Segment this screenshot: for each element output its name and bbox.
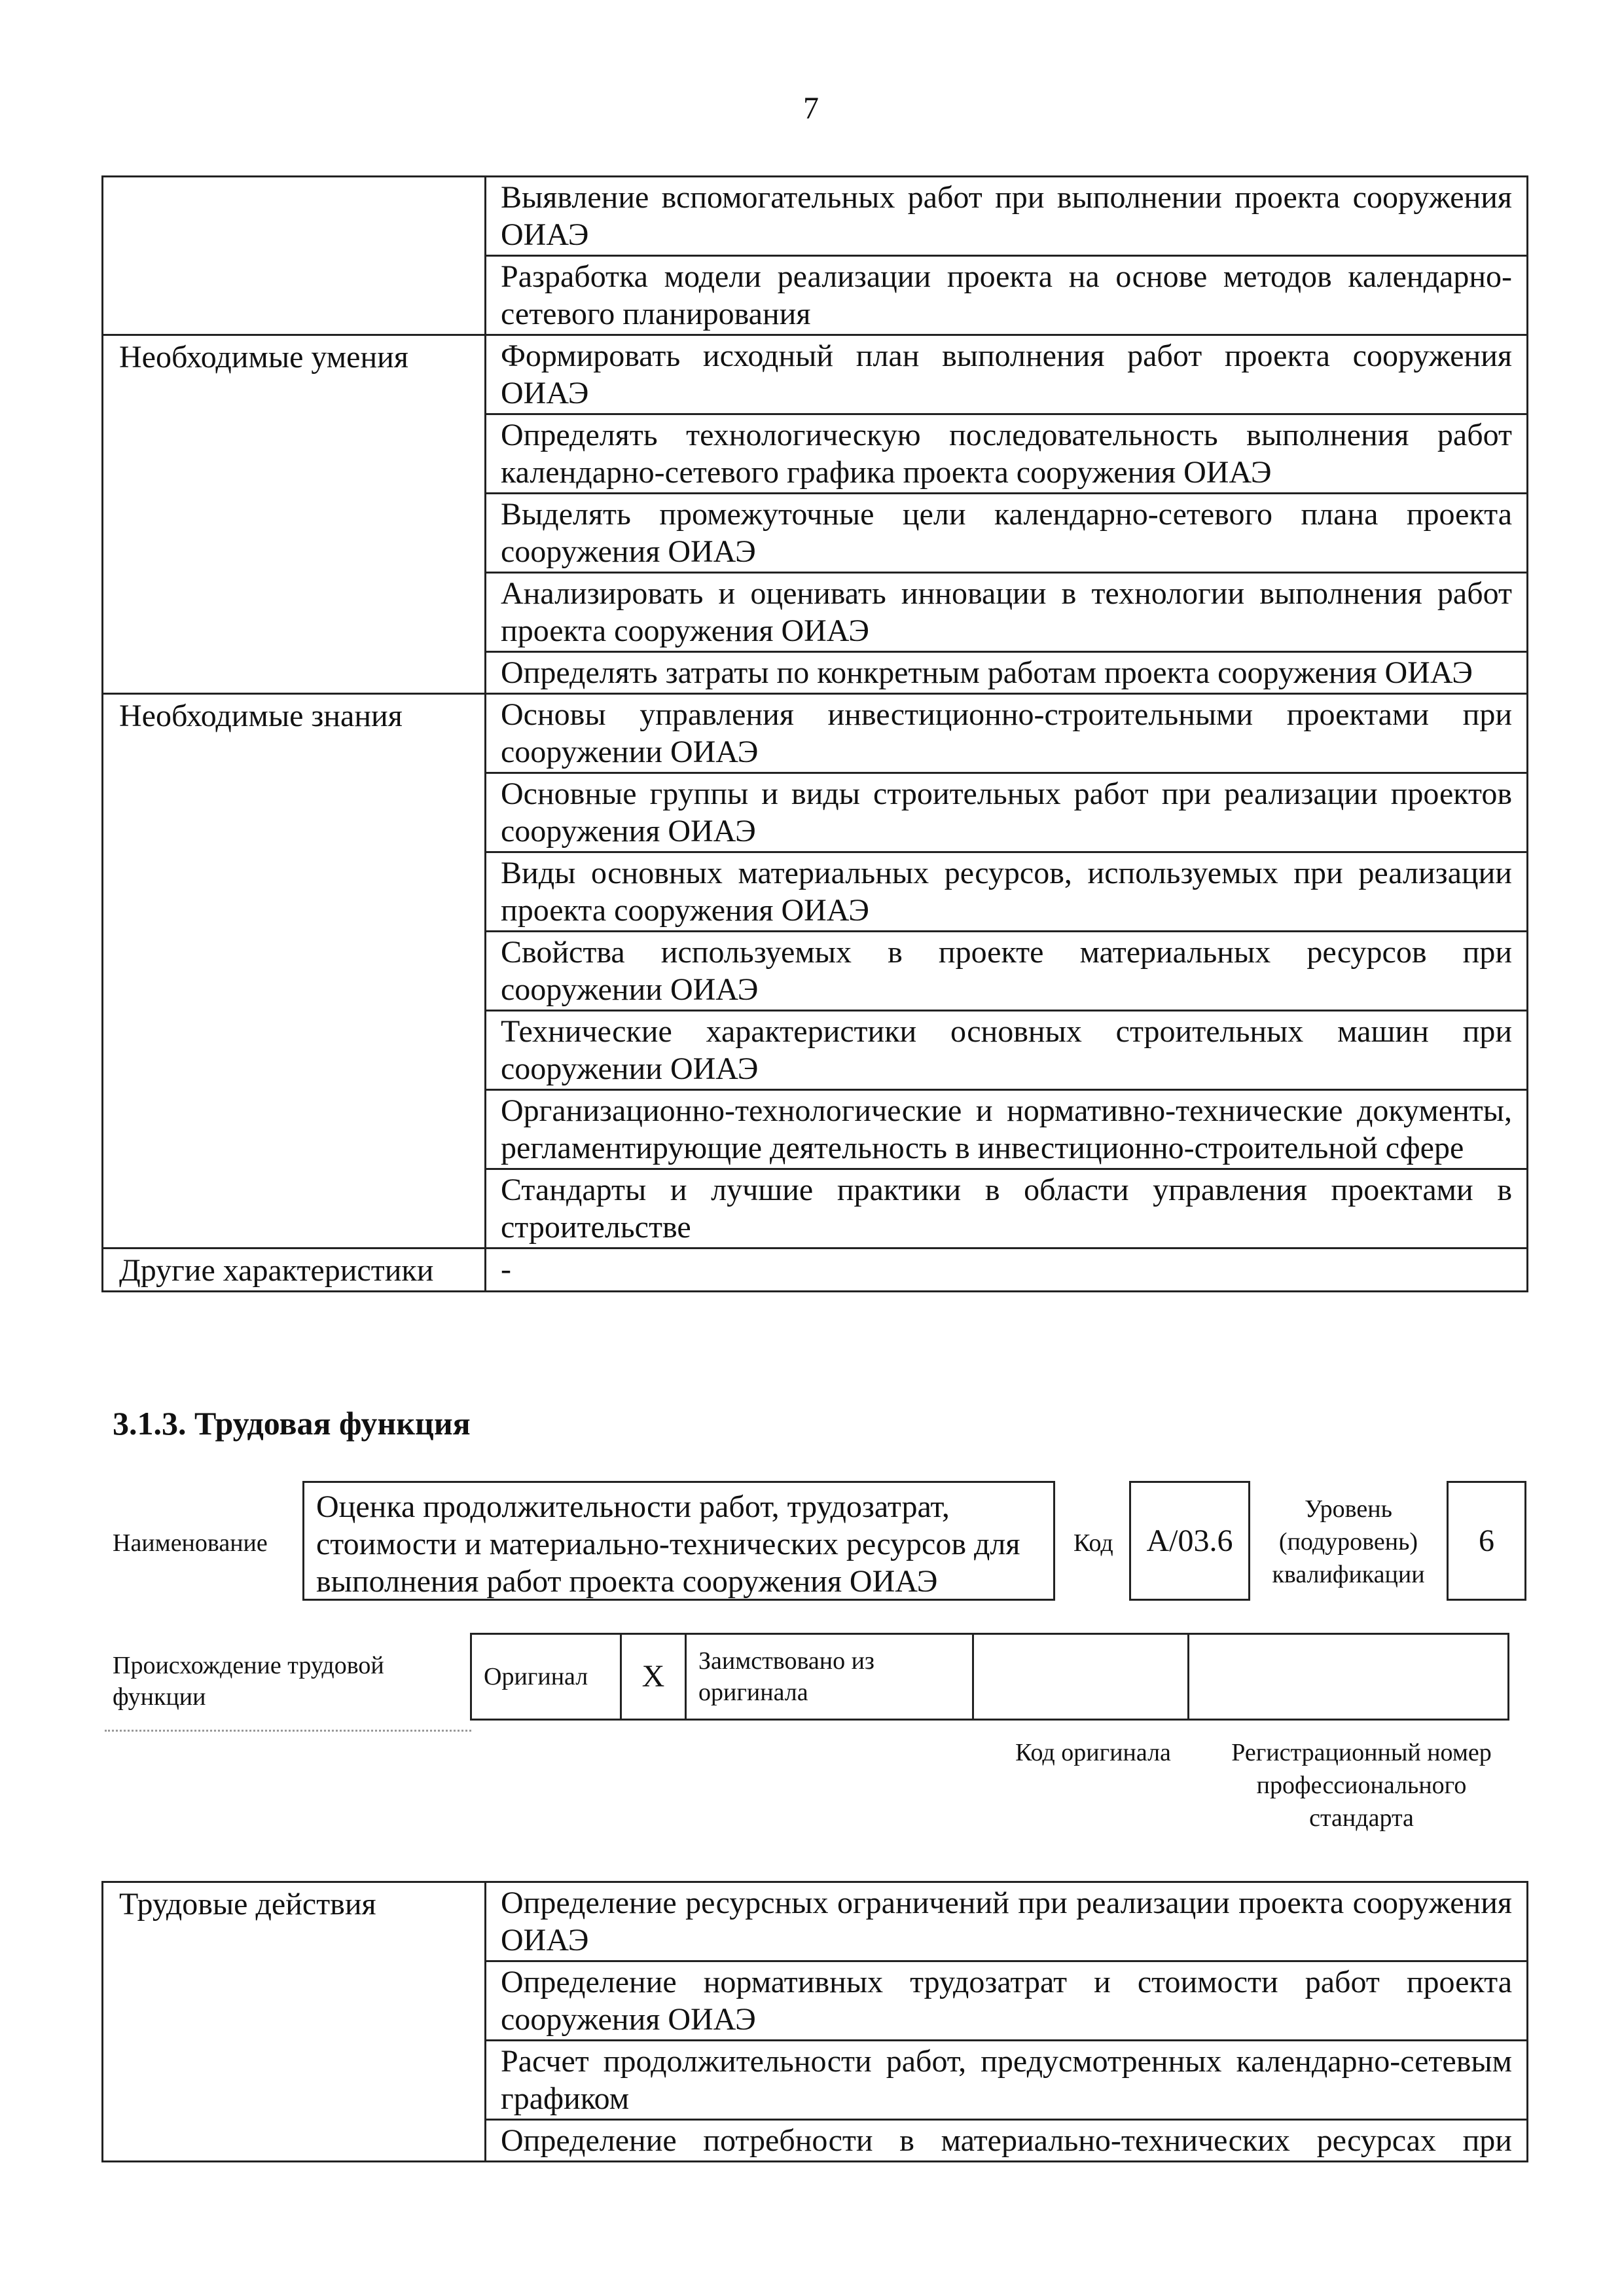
function-name-box: Оценка продолжительности работ, трудозатрат, стоимости и материально-технических ресурсов для выполнения работ проекта сооружения ОИАЭ bbox=[302, 1481, 1055, 1601]
row-label bbox=[103, 1961, 486, 2041]
table-row bbox=[103, 852, 1528, 932]
row-item: Определение нормативных трудозатрат и стоимости работ проекта сооружения ОИАЭ bbox=[486, 1961, 1528, 2041]
original-code-caption: Код оригинала bbox=[1015, 1739, 1171, 1766]
row-item: Определять затраты по конкретным работам проекта сооружения ОИАЭ bbox=[486, 652, 1528, 694]
code-label: Код bbox=[1073, 1529, 1113, 1557]
row-item: Определение ресурсных ограничений при реализации проекта сооружения ОИАЭ bbox=[486, 1882, 1528, 1961]
row-label: Необходимые умения bbox=[103, 335, 486, 414]
row-item: Выявление вспомогательных работ при выполнении проекта сооружения ОИАЭ bbox=[486, 177, 1528, 256]
row-label bbox=[103, 177, 486, 256]
skills-knowledge-table bbox=[101, 175, 1528, 1292]
row-label bbox=[103, 2120, 486, 2162]
registration-number-cell bbox=[1189, 1634, 1509, 1720]
divider bbox=[105, 1730, 471, 1732]
row-item: Разработка модели реализации проекта на основе методов календарно-сетевого планирования bbox=[486, 256, 1528, 335]
row-item: Определение потребности в материально-технических ресурсах при bbox=[486, 2120, 1528, 2162]
page-number: 7 bbox=[803, 91, 819, 126]
table-row bbox=[103, 694, 1528, 773]
name-label: Наименование bbox=[113, 1529, 268, 1557]
row-item: Технические характеристики основных строительных машин при сооружении ОИАЭ bbox=[486, 1011, 1528, 1090]
table-row bbox=[103, 177, 1528, 256]
row-label bbox=[103, 773, 486, 852]
table-row bbox=[103, 1961, 1528, 2041]
table-row bbox=[103, 932, 1528, 1011]
table-row bbox=[103, 335, 1528, 414]
origin-label: Происхождение трудовой функции bbox=[113, 1652, 384, 1711]
row-label bbox=[103, 932, 486, 1011]
original-code-cell bbox=[973, 1634, 1189, 1720]
borrowed-label-cell: Заимствовано из оригинала bbox=[686, 1634, 973, 1720]
row-label: Другие характеристики bbox=[103, 1248, 486, 1292]
row-item: Стандарты и лучшие практики в области управления проектами в строительстве bbox=[486, 1169, 1528, 1248]
original-label-cell: Оригинал bbox=[471, 1634, 621, 1720]
row-item: Основы управления инвестиционно-строительными проектами при сооружении ОИАЭ bbox=[486, 694, 1528, 773]
table-row bbox=[103, 1169, 1528, 1248]
row-item: Виды основных материальных ресурсов, используемых при реализации проекта сооружения ОИАЭ bbox=[486, 852, 1528, 932]
table-row bbox=[103, 2041, 1528, 2120]
row-item: - bbox=[486, 1248, 1528, 1292]
row-item: Определять технологическую последовательность выполнения работ календарно-сетевого графика проекта сооружения ОИАЭ bbox=[486, 414, 1528, 494]
labor-actions-table bbox=[101, 1881, 1528, 2162]
table-row bbox=[103, 414, 1528, 494]
row-label bbox=[103, 256, 486, 335]
table-row bbox=[103, 494, 1528, 573]
row-item: Организационно-технологические и нормативно-технические документы, регламентирующие деятельность в инвестиционно-строительной сфере bbox=[486, 1090, 1528, 1169]
row-item: Свойства используемых в проекте материальных ресурсов при сооружении ОИАЭ bbox=[486, 932, 1528, 1011]
table-row bbox=[103, 2120, 1528, 2162]
table-row bbox=[103, 652, 1528, 694]
table-row bbox=[103, 1011, 1528, 1090]
row-item: Формировать исходный план выполнения работ проекта сооружения ОИАЭ bbox=[486, 335, 1528, 414]
row-item: Анализировать и оценивать инновации в технологии выполнения работ проекта сооружения ОИАЭ bbox=[486, 573, 1528, 652]
function-code-box: A/03.6 bbox=[1129, 1481, 1250, 1601]
row-label bbox=[103, 2041, 486, 2120]
table-row bbox=[103, 1882, 1528, 1961]
original-mark-cell: X bbox=[621, 1634, 686, 1720]
row-item: Основные группы и виды строительных работ при реализации проектов сооружения ОИАЭ bbox=[486, 773, 1528, 852]
table-row bbox=[103, 256, 1528, 335]
row-label bbox=[103, 1169, 486, 1248]
row-label bbox=[103, 414, 486, 494]
row-item: Выделять промежуточные цели календарно-сетевого плана проекта сооружения ОИАЭ bbox=[486, 494, 1528, 573]
row-label: Необходимые знания bbox=[103, 694, 486, 773]
row-label bbox=[103, 1090, 486, 1169]
table-row bbox=[103, 1090, 1528, 1169]
table-row bbox=[103, 1248, 1528, 1292]
qualification-level-box: 6 bbox=[1447, 1481, 1526, 1601]
row-label bbox=[103, 1011, 486, 1090]
row-label: Трудовые действия bbox=[103, 1882, 486, 1961]
origin-table bbox=[470, 1633, 1509, 1721]
row-label bbox=[103, 852, 486, 932]
table-row bbox=[103, 773, 1528, 852]
row-item: Расчет продолжительности работ, предусмотренных календарно-сетевым графиком bbox=[486, 2041, 1528, 2120]
section-title: 3.1.3. Трудовая функция bbox=[113, 1405, 471, 1442]
row-label bbox=[103, 494, 486, 573]
table-row bbox=[103, 573, 1528, 652]
row-label bbox=[103, 652, 486, 694]
registration-number-caption: Регистрационный номер профессионального стандарта bbox=[1231, 1739, 1492, 1832]
level-label: Уровень (подуровень) квалификации bbox=[1272, 1495, 1425, 1588]
row-label bbox=[103, 573, 486, 652]
